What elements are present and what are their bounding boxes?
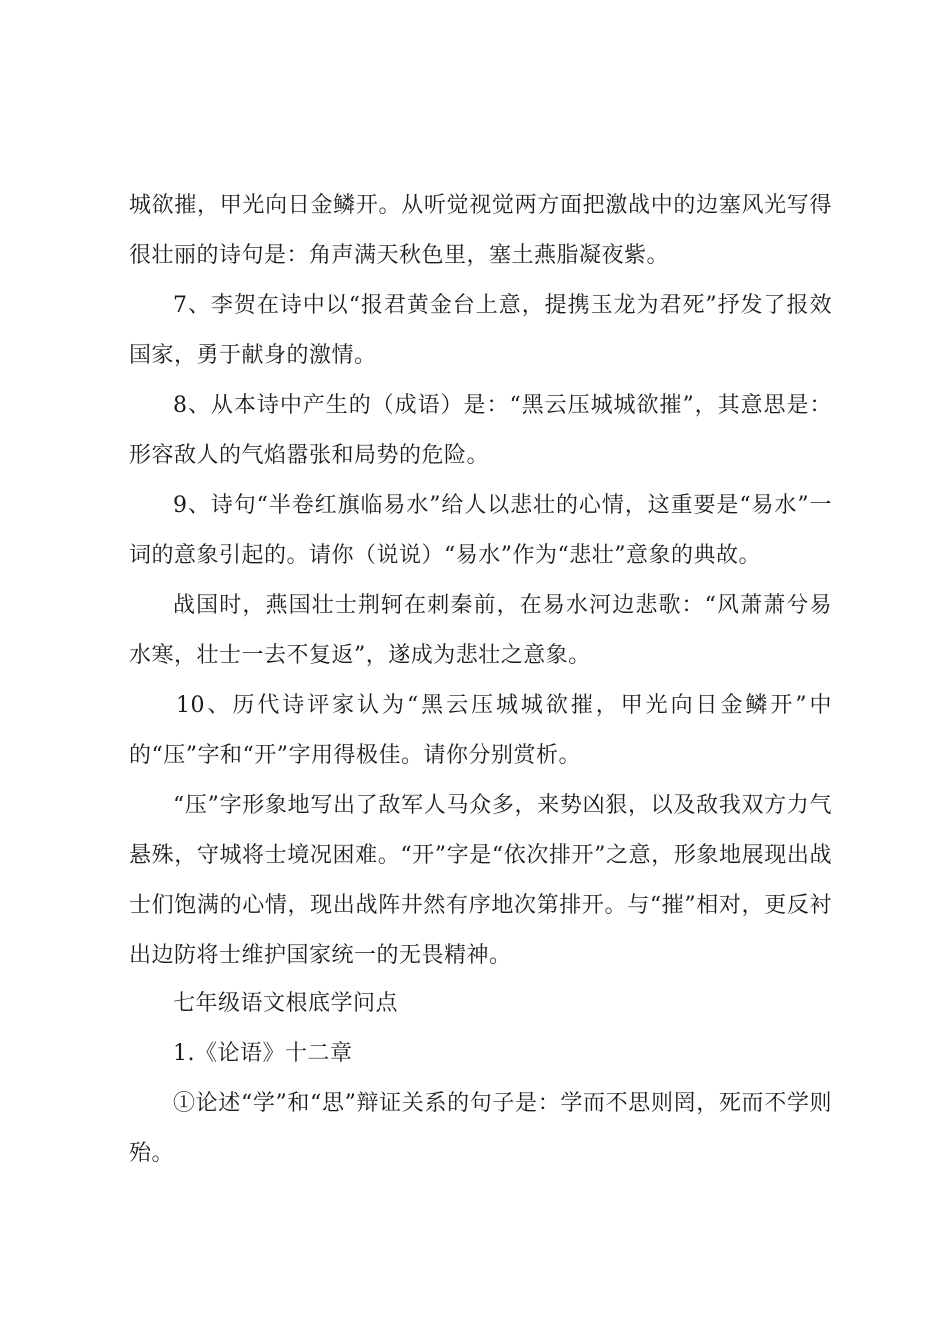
paragraph-item-10: 10、历代诗评家认为“黑云压城城欲摧，甲光向日金鳞开”中的“压”字和“开”字用得极佳。请你分别赏析。 <box>129 693 832 768</box>
section-heading: 七年级语文根底学问点 <box>173 991 399 1016</box>
paragraph-item-9: 9、诗句“半卷红旗临易水”给人以悲壮的心情，这重要是“易水”一词的意象引起的。请你（说说）“易水”作为“悲壮”意象的典故。 <box>129 493 832 568</box>
paragraph-item-7: 7、李贺在诗中以“报君黄金台上意，提携玉龙为君死”抒发了报效国家，勇于献身的激情。 <box>129 293 832 368</box>
subsection-heading-lunyu: 1.《论语》十二章 <box>173 1041 353 1066</box>
paragraph-item-8: 8、从本诗中产生的（成语）是：“黑云压城城欲摧”，其意思是：形容敌人的气焰嚣张和局势的危险。 <box>129 393 832 468</box>
paragraph-poem-lines: 城欲摧，甲光向日金鳞开。从听觉视觉两方面把激战中的边塞风光写得很壮丽的诗句是：角声满天秋色里，塞土燕脂凝夜紫。 <box>129 193 832 268</box>
paragraph-ya-kai-answer: “压”字形象地写出了敌军人马众多，来势凶狠，以及敌我双方力气悬殊，守城将士境况困难。“开”字是“依次排开”之意，形象地展现出战士们饱满的心情，现出战阵井然有序地次第排开。与“摧”相对，更反衬出边防将士维护国家统一的无畏精神。 <box>129 793 832 968</box>
paragraph-lunyu-item-1: ①论述“学”和“思”辩证关系的句子是：学而不思则罔，死而不学则殆。 <box>129 1091 832 1166</box>
paragraph-yishui-answer: 战国时，燕国壮士荆轲在刺秦前，在易水河边悲歌：“风萧萧兮易水寒，壮士一去不复返”，遂成为悲壮之意象。 <box>129 593 832 668</box>
